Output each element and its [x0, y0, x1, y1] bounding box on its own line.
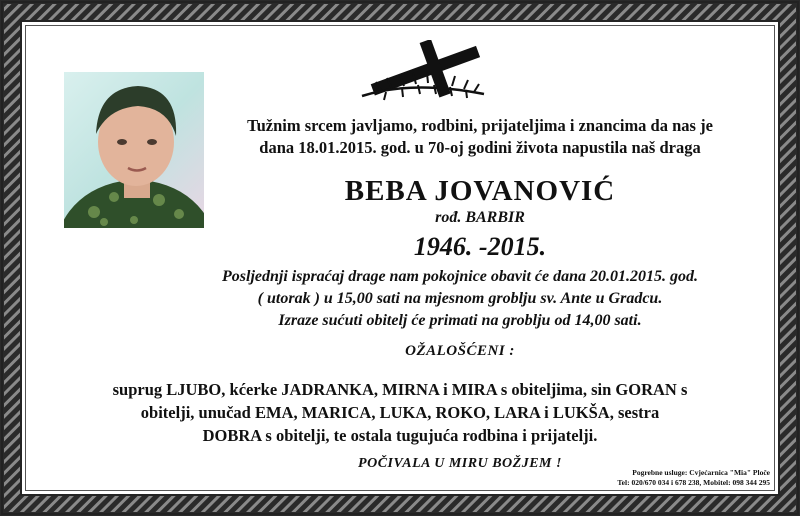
funeral-info-line: Izraze sućuti obitelj će primati na groblju od 14,00 sati.: [278, 312, 642, 329]
funeral-info-line: Posljednji ispraćaj drage nam pokojnice obavit će dana 20.01.2015. god.: [222, 268, 698, 285]
family-line: suprug LJUBO, kćerke JADRANKA, MIRNA i MIRA s obiteljima, sin GORAN s: [112, 380, 688, 399]
funeral-info-line: ( utorak ) u 15,00 sati na mjesnom groblju sv. Ante u Gradcu.: [257, 290, 663, 307]
family-line: obitelji, unučad EMA, MARICA, LUKA, ROKO, LARA i LUKŠA, sestra: [140, 403, 660, 422]
funeral-service-contact: Tel: 020/670 034 i 678 238, Mobitel: 098 344 295: [617, 478, 770, 487]
intro-line: dana 18.01.2015. god. u 70-oj godini života napustila naš draga: [259, 138, 701, 157]
rip-line: POČIVALA U MIRU BOŽJEM !: [358, 456, 562, 471]
maiden-name: rođ. BARBIR: [435, 209, 525, 226]
life-years: 1946. -2015.: [413, 232, 547, 261]
mourners-label: OŽALOŠĆENI :: [405, 343, 515, 359]
portrait-photo: [64, 72, 204, 228]
cross-with-palm-icon: [352, 40, 492, 106]
funeral-service-name: Pogrebne usluge: Cvjećarnica "Mia" Ploče: [632, 468, 770, 477]
family-line: DOBRA s obitelji, te ostala tugujuća rodbina i prijatelji.: [202, 426, 598, 445]
deceased-name: BEBA JOVANOVIĆ: [344, 175, 616, 207]
intro-line: Tužnim srcem javljamo, rodbini, prijateljima i znancima da nas je: [247, 116, 713, 135]
